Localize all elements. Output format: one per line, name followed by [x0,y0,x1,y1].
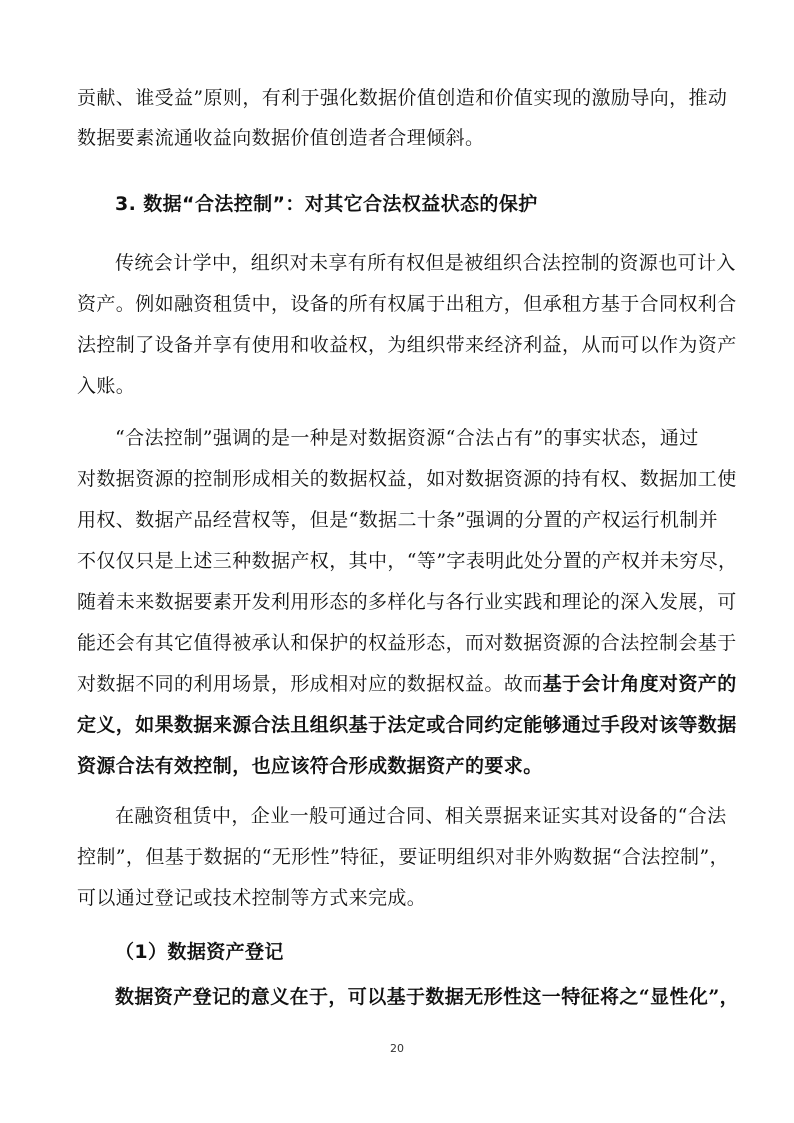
paragraph-line: 资产。例如融资租赁中，设备的所有权属于出租方，但承租方基于合同权利合 [77,293,737,315]
paragraph-line: 法控制了设备并享有使用和收益权，为组织带来经济利益，从而可以作为资产 [77,334,737,356]
paragraph-line: 传统会计学中，组织对未享有所有权但是被组织合法控制的资源也可计入 [115,252,736,274]
paragraph-line: 用权、数据产品经营权等，但是“数据二十条”强调的分置的产权运行机制并 [77,509,719,531]
paragraph-line: 数据要素流通收益向数据价值创造者合理倾斜。 [77,127,485,149]
paragraph-line: 控制”，但基于数据的“无形性”特征，要证明组织对非外购数据“合法控制”， [77,846,729,868]
paragraph-line: 贡献、谁受益”原则，有利于强化数据价值创造和价值实现的激励导向，推动 [77,87,728,109]
section-heading: 3. 数据“合法控制”：对其它合法权益状态的保护 [115,193,538,215]
emphasis-text: 基于会计角度对资产的 [542,673,737,695]
paragraph-line: 对数据资源的控制形成相关的数据权益，如对数据资源的持有权、数据加工使 [77,468,737,490]
emphasis-line: 资源合法有效控制，也应该符合形成数据资产的要求。 [77,755,543,777]
paragraph-line-mixed [77,672,737,696]
paragraph-line: 能还会有其它值得被承认和保护的权益形态，而对数据资源的合法控制会基于 [77,632,737,654]
sub-heading: （1）数据资产登记 [115,941,284,963]
paragraph-text: 对数据不同的利用场景，形成相对应的数据权益。故而 [77,673,543,695]
paragraph-line: 随着未来数据要素开发利用形态的多样化与各行业实践和理论的深入发展，可 [77,591,737,613]
paragraph-line: 在融资租赁中，企业一般可通过合同、相关票据来证实其对设备的“合法 [115,805,727,827]
paragraph-line: “合法控制”强调的是一种是对数据资源“合法占有”的事实状态，通过 [115,427,699,449]
emphasis-line: 定义，如果数据来源合法且组织基于法定或合同约定能够通过手段对该等数据 [77,714,737,736]
paragraph-line: 不仅仅只是上述三种数据产权，其中，“等”字表明此处分置的产权并未穷尽， [77,550,738,572]
emphasis-line: 数据资产登记的意义在于，可以基于数据无形性这一特征将之“显性化”， [115,986,740,1008]
page-number: 20 [390,1042,404,1055]
paragraph-line: 入账。 [77,375,136,397]
paragraph-line: 可以通过登记或技术控制等方式来完成。 [77,887,427,909]
